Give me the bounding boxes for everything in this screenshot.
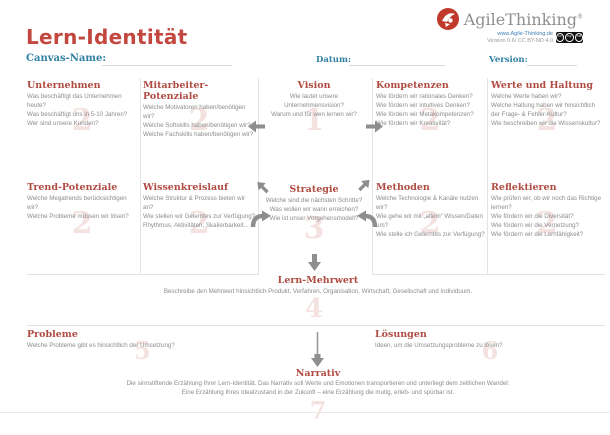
section-number: 2 <box>536 206 558 241</box>
section-question: Welche Struktur & Prozess bieten wir an? <box>143 195 246 211</box>
section-question: Wer sind unsere Kunden? <box>27 119 99 127</box>
section-number: 2 <box>536 103 558 138</box>
divider <box>487 78 488 275</box>
section-unternehmen <box>27 80 137 129</box>
section-question: Wie beschreiben wir die Wissenskultur? <box>491 119 601 127</box>
section-question: Warum und für wen lernen wir? <box>271 110 357 118</box>
section-question: Welche Probleme gibt es hinsichtlich der Umsetzung? <box>27 342 175 349</box>
section-title: Vision <box>297 80 331 91</box>
date-field[interactable] <box>349 65 445 66</box>
agile-thinking-logo <box>436 7 583 31</box>
section-question: Wie fördern wir intuitives Denken? <box>376 101 470 109</box>
section-lern-mehrwert <box>200 275 436 288</box>
section-question: Welche sind die nächsten Schritte? <box>265 197 363 204</box>
narrativ-description-line1: Die sinnstiftende Erzählung Ihrer Lern-Identität. Das Narrativ soll Werte und Emotionen transportieren und unterliegt dem zeitlichen Wandel: <box>126 380 510 387</box>
section-title: Trend-Potenziale <box>27 182 118 193</box>
section-question: Wie fördern wir Kreativität? <box>376 119 451 127</box>
divider <box>140 78 141 275</box>
date-label: Datum: <box>316 55 352 65</box>
narrativ-description-line2: Eine Erzählung Ihres Idealzustand in der Zukunft – eine Erzählung die mutig, erleb- und spürbar ist. <box>181 389 455 396</box>
section-title: Methoden <box>376 182 430 193</box>
arrow-down-to-narrativ-icon <box>310 332 325 373</box>
section-title: Kompetenzen <box>376 80 449 91</box>
section-question: Was beschäftigt das Unternehmen heute? <box>27 93 122 109</box>
divider <box>372 78 373 275</box>
cc-license-badge-icon <box>556 32 583 43</box>
section-question: Wie ist unser Vorgehensmodell? <box>269 214 359 222</box>
section-mitarbeiter-potenziale <box>143 80 257 140</box>
section-question: Wie gehe wir mit „altem“ Wissen/Daten um? <box>376 212 483 229</box>
section-question: Wie fördern wir Metakompetenzen? <box>376 110 474 118</box>
website-link[interactable]: www.Agile-Thinking.de <box>497 31 553 37</box>
section-trend-potenziale <box>27 182 137 222</box>
section-question: Wie lautet unsere Unternehmensvision? <box>284 93 344 109</box>
section-vision <box>261 80 367 120</box>
section-reflektieren <box>491 182 605 240</box>
section-number: 6 <box>481 336 499 365</box>
logo-subline <box>487 31 583 45</box>
section-title: Lern-Mehrwert <box>277 275 359 286</box>
section-kompetenzen <box>376 80 484 129</box>
section-title: Reflektieren <box>491 182 557 193</box>
section-number: 2 <box>71 206 93 241</box>
section-question: Welche Technologie & Kanäle nutzen wir? <box>376 195 479 211</box>
section-question: Wie fördern wir die Vernetzung? <box>491 221 580 229</box>
canvas-name-field[interactable] <box>102 65 232 66</box>
section-question: Was wollen wir wann erreichen? <box>269 205 359 213</box>
section-loesungen <box>375 329 595 351</box>
section-question: Welche Softskills haben/benötigen wir? <box>143 121 251 129</box>
section-title: Narrativ <box>295 368 341 379</box>
section-question: Welche Megatrends berücksichtigen wir? <box>27 195 127 211</box>
section-question: Welche Motivatoren haben/benötigen wir? <box>143 104 246 120</box>
arrow-down-to-mehrwert-icon <box>307 254 322 277</box>
section-title: Werte und Haltung <box>491 80 594 91</box>
agile-thinking-logo-icon <box>436 7 460 31</box>
section-title: Mitarbeiter-Potenziale <box>143 80 209 102</box>
section-wissenkreislauf <box>143 182 257 231</box>
version-field[interactable] <box>527 65 577 66</box>
section-title: Unternehmen <box>27 80 101 91</box>
section-title: Wissenkreislauf <box>143 182 229 193</box>
divider <box>258 78 259 275</box>
section-number: 5 <box>134 336 151 365</box>
canvas-name-label: Canvas-Name: <box>26 53 107 64</box>
section-question: Welche Werte haben wir? <box>491 93 562 100</box>
section-number: 2 <box>71 103 93 138</box>
section-number: 7 <box>309 396 327 425</box>
section-number: 2 <box>419 103 441 138</box>
section-number: 2 <box>188 103 210 138</box>
version-label: Version: <box>489 55 528 65</box>
registered-mark: ® <box>577 13 583 21</box>
section-title: Probleme <box>27 329 78 340</box>
section-question: Was beschäftigt uns in 5-10 Jahren? <box>27 110 128 118</box>
section-strategie <box>261 184 367 224</box>
cc-icon: cc <box>556 33 564 42</box>
section-question: Wie stelle ich Gelerntes zur Verfügung? <box>376 230 485 238</box>
section-question: Ideen, um die Umsetzungsprobleme zu lösen? <box>375 342 503 349</box>
mehrwert-description: Beschreibe den Mehrwert hinsichtlich Produkt, Verfahren, Organisation, Wirtschaft, Gesellschaft und Individuum. <box>163 288 473 295</box>
section-question: Welche Probleme müssen wir lösen? <box>27 212 129 220</box>
section-methoden <box>376 182 486 240</box>
logo-wordmark: AgileThinking® <box>463 9 583 29</box>
section-question: Wie stellen wir Gelerntes zur Verfügung? <box>143 212 256 220</box>
section-question: Wie prüfen wir, ob wir noch das Richtige lernen? <box>491 195 602 211</box>
divider <box>27 325 605 326</box>
section-number: 3 <box>303 211 325 246</box>
section-werte-und-haltung <box>491 80 605 129</box>
cc-nd-icon: nd <box>575 33 583 42</box>
section-question: Rhythmus, Aktivitäten, Skalierbarkeit... <box>143 221 249 229</box>
license-version-text: Version 0.6/ CC BY-ND 4.0 <box>487 37 553 44</box>
section-question: Welche Fachskills haben/benötigen wir? <box>143 130 254 138</box>
section-number: 2 <box>188 206 210 241</box>
section-number: 2 <box>419 206 441 241</box>
section-question: Wie fördern wir rationales Denken? <box>376 93 473 100</box>
cc-by-icon: by <box>565 33 573 42</box>
section-number: 1 <box>303 103 325 138</box>
section-probleme <box>27 329 277 351</box>
section-number: 4 <box>304 294 324 324</box>
section-title: Strategie <box>289 184 339 195</box>
section-question: Welche Haltung haben wir hinsichtlich der Frage- & Fehler-Kultur? <box>491 101 596 118</box>
section-title: Lösungen <box>375 329 427 340</box>
section-question: Wie fördern wir die Lernfähigkeit? <box>491 230 584 238</box>
section-question: Wie fördern wir die Diversität? <box>491 212 574 220</box>
page-title: Lern-Identität <box>26 25 188 49</box>
